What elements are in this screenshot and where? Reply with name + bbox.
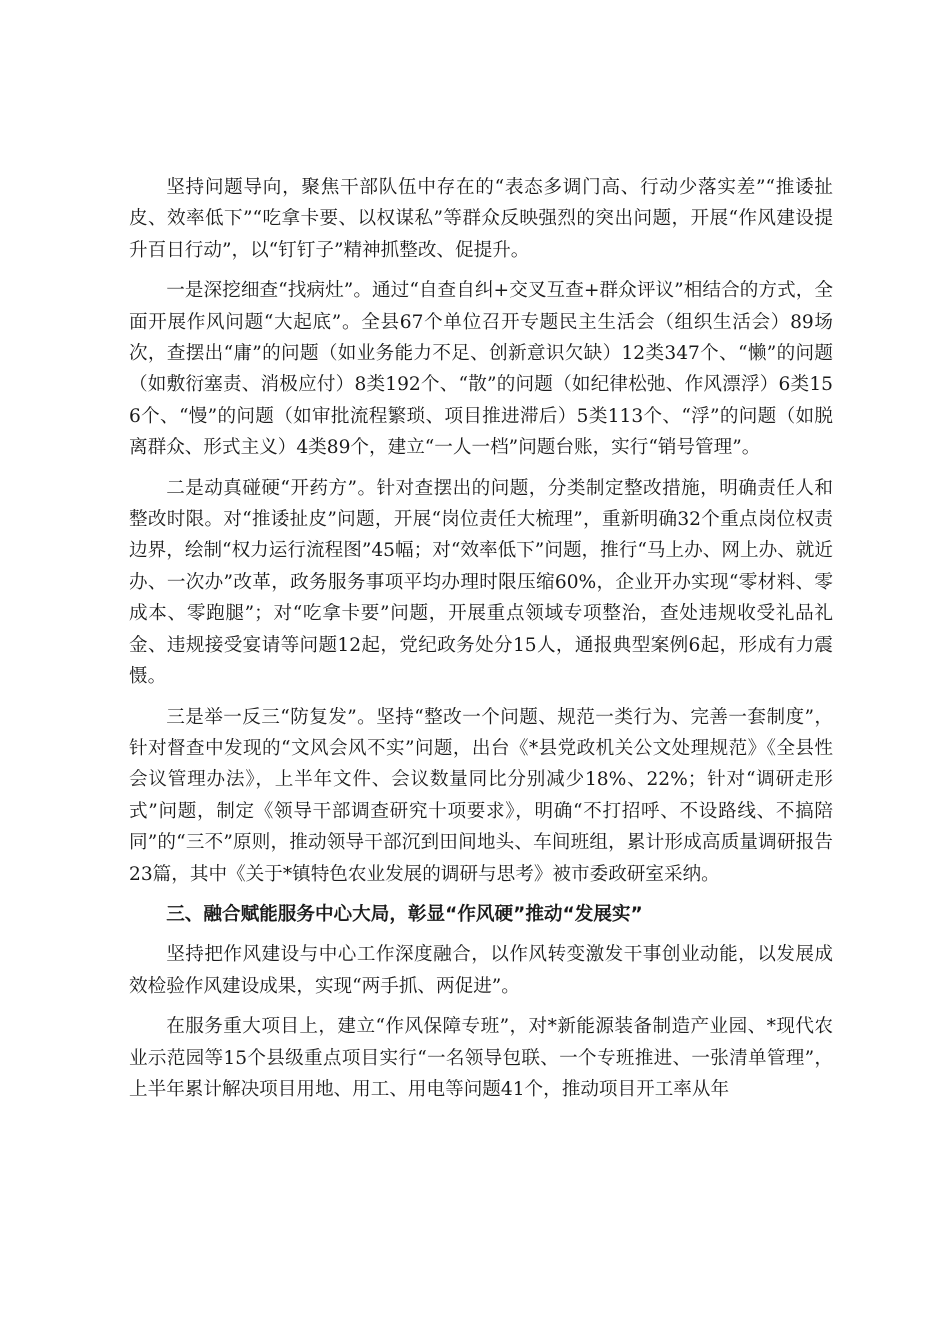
paragraph-prescribe-remedies: 二是动真碰硬“开药方”。针对查摆出的问题，分类制定整改措施，明确责任人和整改时限。对“推诿扯皮”问题，开展“岗位责任大梳理”，重新明确32个重点岗位权责边界，绘制“权力运行流程图”45幅；对“效率低下”问题，推行“马上办、网上办、就近办、一次办”改革，政务服务事项平均办理时限压缩60%，企业开办实现“零材料、零成本、零跑腿”；对“吃拿卡要”问题，开展重点领域专项整治，查处违规收受礼品礼金、违规接受宴请等问题12起，党纪政务处分15人，通报典型案例6起，形成有力震慑。: [129, 477, 833, 688]
paragraph-intro: 坚持问题导向，聚焦干部队伍中存在的“表态多调门高、行动少落实差”“推诿扯皮、效率低下”“吃拿卡要、以权谋私”等群众反映强烈的突出问题，开展“作风建设提升百日行动”，以“钉钉子”精神抓整改、促提升。: [129, 177, 833, 261]
paragraph-prevent-recurrence: 三是举一反三“防复发”。坚持“整改一个问题、规范一类行为、完善一套制度”，针对督查中发现的“文风会风不实”问题，出台《*县党政机关公文处理规范》《全县性会议管理办法》，上半年文件、会议数量同比分别减少18%、22%；针对“调研走形式”问题，制定《领导干部调查研究十项要求》，明确“不打招呼、不设路线、不搞陪同”的“三不”原则，推动领导干部沉到田间地头、车间班组，累计形成高质量调研报告23篇，其中《关于*镇特色农业发展的调研与思考》被市委政研室采纳。: [129, 706, 833, 885]
paragraph-major-projects: 在服务重大项目上，建立“作风保障专班”，对*新能源装备制造产业园、*现代农业示范园等15个县级重点项目实行“一名领导包联、一个专班推进、一张清单管理”，上半年累计解决项目用地、用工、用电等问题41个，推动项目开工率从年: [129, 1016, 833, 1100]
document-body: [129, 172, 833, 1114]
paragraph-find-problems: 一是深挖细查“找病灶”。通过“自查自纠+交叉互查+群众评议”相结合的方式，全面开展作风问题“大起底”。全县67个单位召开专题民主生活会（组织生活会）89场次，查摆出“庸”的问题（如业务能力不足、创新意识欠缺）12类347个、“懒”的问题（如敷衍塞责、消极应付）8类192个、“散”的问题（如纪律松弛、作风漂浮）6类156个、“慢”的问题（如审批流程繁琐、项目推进滞后）5类113个、“浮”的问题（如脱离群众、形式主义）4类89个，建立“一人一档”问题台账，实行“销号管理”。: [129, 280, 833, 459]
section-heading-three: 三、融合赋能服务中心大局，彰显“作风硬”推动“发展实”: [166, 903, 643, 925]
paragraph-integration: 坚持把作风建设与中心工作深度融合，以作风转变激发干事创业动能，以发展成效检验作风建设成果，实现“两手抓、两促进”。: [129, 944, 833, 997]
